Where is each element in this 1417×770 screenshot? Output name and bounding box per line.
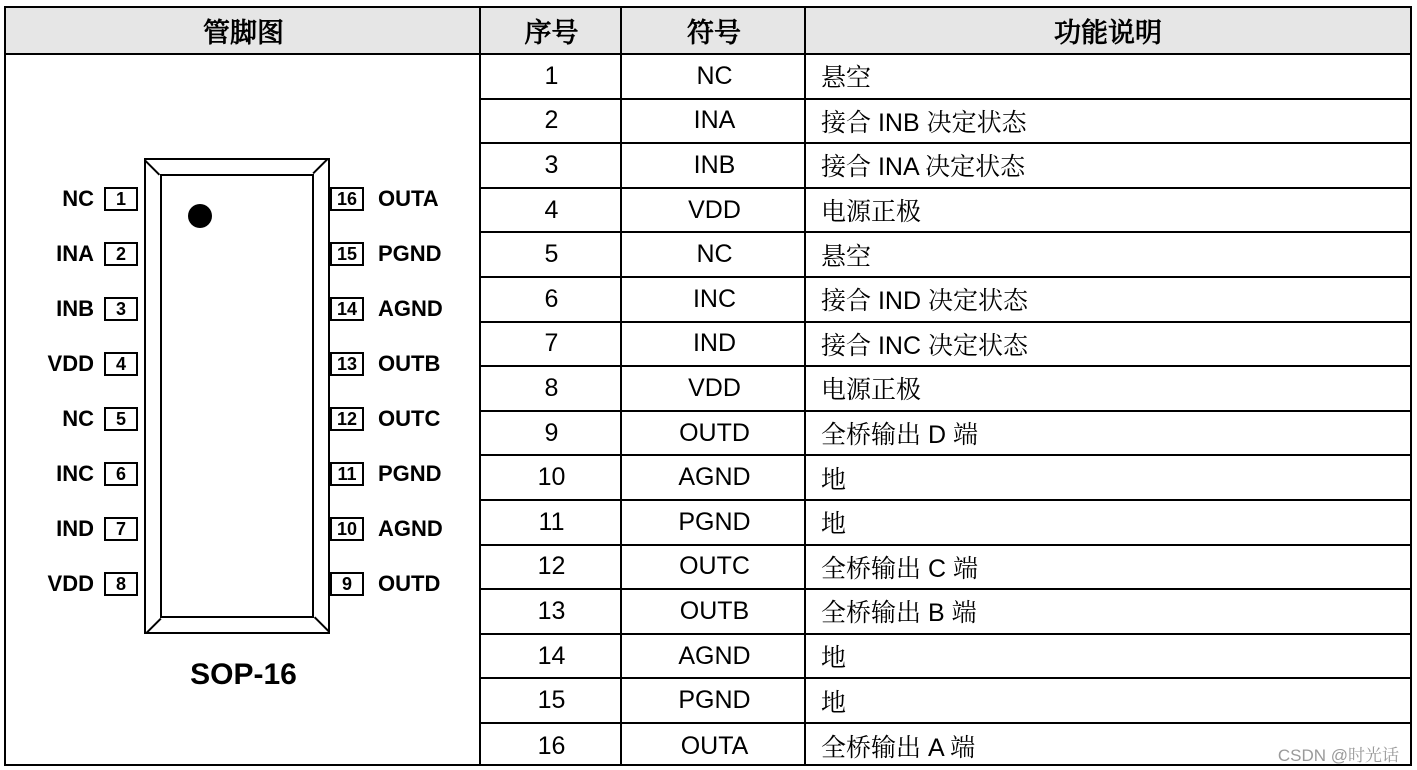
right-pin: [330, 405, 475, 449]
pin-number-cell: 1: [544, 61, 559, 90]
table-row: [481, 501, 1410, 546]
table-row: [481, 278, 1410, 323]
pin-name: PGND: [378, 461, 442, 486]
pin-name: OUTA: [378, 186, 439, 211]
right-pin: [330, 240, 475, 284]
pin-number: 16: [330, 187, 364, 211]
table-row: [481, 323, 1410, 368]
pin-number-cell: 9: [544, 418, 559, 447]
pin-number: 12: [330, 407, 364, 431]
pin-name: VDD: [47, 571, 94, 596]
table-row: [481, 233, 1410, 278]
pin-number: 10: [330, 517, 364, 541]
left-pin: [6, 295, 144, 339]
pin-name: OUTB: [378, 351, 441, 376]
table-row: [481, 724, 1410, 769]
pin-number-cell: 11: [538, 507, 565, 536]
pin-name: AGND: [378, 296, 443, 321]
pin-description-cell: 地: [821, 688, 847, 717]
pin-symbol-cell: OUTD: [679, 418, 750, 447]
pin-number: 1: [104, 187, 138, 211]
pin-number-cell: 15: [537, 686, 566, 715]
table-row: [481, 546, 1410, 591]
header-number: 序号: [481, 8, 622, 55]
table-row: [481, 412, 1410, 457]
right-pin: [330, 460, 475, 504]
pin-description-cell: 接合 INA 决定状态: [821, 153, 1026, 182]
pinout-table: [4, 6, 1412, 766]
pin-number-cell: 14: [537, 641, 566, 670]
pin-number: 5: [104, 407, 138, 431]
right-pin: [330, 295, 475, 339]
pin-name: INA: [56, 241, 94, 266]
pin-name: VDD: [47, 351, 94, 376]
pin-symbol-cell: VDD: [688, 195, 741, 224]
pin-number-cell: 2: [544, 106, 559, 135]
pin-description-cell: 悬空: [821, 242, 872, 271]
pin-number: 6: [104, 462, 138, 486]
pin-description-cell: 接合 IND 决定状态: [821, 287, 1028, 316]
pin-description-cell: 电源正极: [821, 376, 922, 405]
table-row: [481, 679, 1410, 724]
pin-symbol-cell: INC: [692, 284, 737, 313]
package-name: SOP-16: [190, 658, 297, 691]
pin-name: IND: [56, 516, 94, 541]
pin-name: INC: [56, 461, 94, 486]
right-pin: [330, 515, 475, 559]
pin-symbol-cell: OUTA: [680, 731, 749, 760]
pin-number: 9: [330, 572, 364, 596]
pin-symbol-cell: OUTC: [679, 552, 750, 581]
pin-symbol-cell: PGND: [678, 507, 751, 536]
pin-number: 7: [104, 517, 138, 541]
pin1-marker-icon: [188, 204, 212, 228]
pin-symbol-cell: AGND: [678, 641, 751, 670]
header-description: 功能说明: [806, 8, 1410, 55]
pin-number-cell: 6: [544, 284, 559, 313]
pin-number-cell: 12: [537, 552, 566, 581]
pin-number: 13: [330, 352, 364, 376]
pin-description-cell: 全桥输出 D 端: [821, 421, 978, 450]
pin-description-cell: 电源正极: [821, 198, 922, 227]
pin-description-cell: 接合 INB 决定状态: [821, 108, 1027, 137]
table-row: [481, 55, 1410, 100]
left-pin: [6, 515, 144, 559]
pin-number-cell: 3: [544, 150, 559, 179]
pin-number: 8: [104, 572, 138, 596]
table-row: [481, 189, 1410, 234]
pin-description-cell: 全桥输出 C 端: [821, 554, 978, 583]
table-row: [481, 590, 1410, 635]
bevel-line: [145, 160, 161, 176]
pin-name: OUTD: [378, 571, 441, 596]
pin-number: 15: [330, 242, 364, 266]
right-pin: [330, 570, 475, 614]
pin-number-cell: 5: [544, 240, 559, 269]
pin-name: PGND: [378, 241, 442, 266]
table-row: [481, 144, 1410, 189]
pin-symbol-cell: OUTB: [679, 596, 750, 625]
pin-description-cell: 悬空: [821, 64, 872, 93]
pin-symbol-cell: NC: [696, 240, 733, 269]
pin-description-cell: 地: [821, 510, 847, 539]
pin-number-cell: 8: [544, 373, 559, 402]
pin-symbol-cell: VDD: [688, 373, 741, 402]
table-row: [481, 100, 1410, 145]
header-diagram: 管脚图: [6, 8, 481, 55]
bevel-line: [314, 616, 330, 632]
bevel-line: [146, 618, 162, 634]
pin-description-cell: 地: [821, 644, 847, 673]
chip-package: [144, 158, 330, 634]
pin-description-cell: 全桥输出 A 端: [821, 734, 976, 763]
pin-number-cell: 7: [544, 329, 559, 358]
right-pin: [330, 350, 475, 394]
pin-description-cell: 全桥输出 B 端: [821, 599, 977, 628]
table-row: [481, 635, 1410, 680]
pin-number: 4: [104, 352, 138, 376]
pin-number-cell: 16: [537, 731, 566, 760]
table-row: [481, 456, 1410, 501]
pin-number: 14: [330, 297, 364, 321]
left-pin: [6, 405, 144, 449]
header-symbol: 符号: [622, 8, 806, 55]
pin-number-cell: 10: [537, 463, 566, 492]
pin-number: 2: [104, 242, 138, 266]
pin-name: INB: [56, 296, 94, 321]
pin-name: NC: [62, 186, 94, 211]
pin-name: NC: [62, 406, 94, 431]
chip-top-face: [160, 174, 314, 618]
left-pin: [6, 350, 144, 394]
pin-symbol-cell: AGND: [678, 463, 751, 492]
pin-name: OUTC: [378, 406, 441, 431]
pin-description-cell: 接合 INC 决定状态: [821, 331, 1028, 360]
pin-symbol-cell: INA: [693, 106, 736, 135]
pin-description-cell: 地: [821, 465, 847, 494]
pin-symbol-cell: INB: [693, 150, 736, 179]
pin-symbol-cell: PGND: [678, 686, 751, 715]
left-pin: [6, 570, 144, 614]
pin-symbol-cell: IND: [692, 329, 737, 358]
left-pin: [6, 240, 144, 284]
right-pin: [330, 185, 475, 229]
pin-number: 11: [330, 462, 364, 486]
pin-number-cell: 4: [544, 195, 559, 224]
pin-symbol-cell: NC: [696, 61, 733, 90]
pin-number-cell: 13: [537, 596, 566, 625]
left-pin: [6, 185, 144, 229]
left-pin: [6, 460, 144, 504]
table-row: [481, 367, 1410, 412]
bevel-line: [312, 159, 328, 175]
pin-number: 3: [104, 297, 138, 321]
pin-name: AGND: [378, 516, 443, 541]
watermark: CSDN @时光话: [1277, 746, 1399, 765]
